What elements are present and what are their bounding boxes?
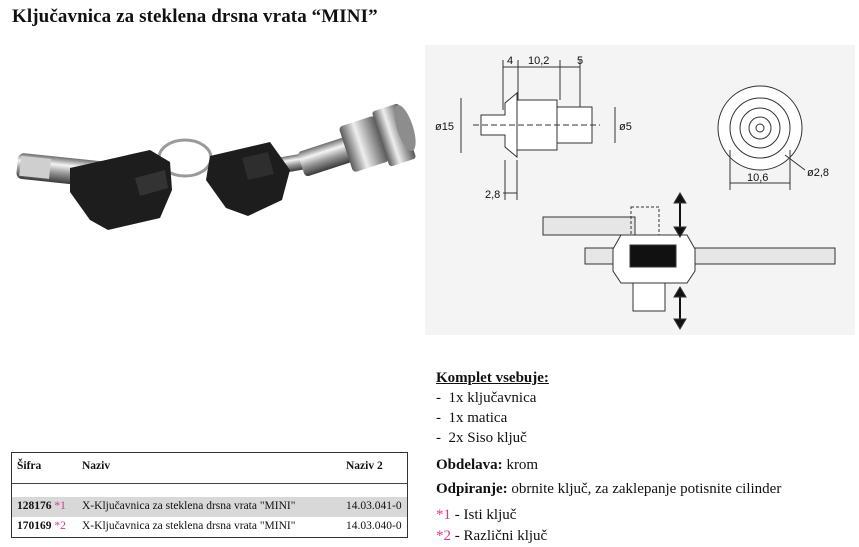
footnote-text: - Različni ključ bbox=[451, 528, 548, 544]
table-row bbox=[12, 497, 407, 517]
finish-value: krom bbox=[502, 457, 539, 473]
opening-label: Odpiranje: bbox=[436, 481, 508, 497]
lock-cylinder bbox=[297, 103, 420, 177]
list-item: - 2x Siso ključ bbox=[436, 428, 856, 448]
finish-row bbox=[436, 455, 856, 475]
list-item: - 1x ključavnica bbox=[436, 388, 856, 408]
dim-d15: ø15 bbox=[435, 121, 454, 133]
product-code: 170169 bbox=[17, 520, 52, 532]
footnote bbox=[436, 505, 856, 526]
dim-d2-8: ø2,8 bbox=[807, 167, 830, 179]
table-row bbox=[12, 517, 407, 537]
page-title: Ključavnica za steklena drsna vrata “MINI” bbox=[12, 6, 378, 27]
table-cell-name2: 14.03.040-0 bbox=[346, 520, 402, 532]
table-cell-code bbox=[17, 500, 66, 512]
product-table bbox=[11, 452, 408, 538]
dim-d5: ø5 bbox=[619, 121, 632, 133]
footnote bbox=[436, 526, 856, 547]
footnotes bbox=[436, 505, 856, 547]
kit-contents-list bbox=[436, 388, 856, 448]
finish-label: Obdelava: bbox=[436, 457, 503, 473]
dim-10-2: 10,2 bbox=[528, 55, 550, 67]
table-cell-name2: 14.03.041-0 bbox=[346, 500, 402, 512]
row-mark: *2 bbox=[54, 520, 66, 532]
opening-value: obrnite ključ, za zaklepanje potisnite cilinder bbox=[507, 481, 782, 497]
kit-contents-header: Komplet vsebuje: bbox=[436, 370, 549, 386]
dim-2-8: 2,8 bbox=[485, 189, 501, 201]
footnote-mark: *2 bbox=[436, 528, 451, 544]
table-cell-name: X-Ključavnica za steklena drsna vrata "MINI" bbox=[82, 500, 296, 512]
list-item: - 1x matica bbox=[436, 408, 856, 428]
column-header-name2: Naziv 2 bbox=[346, 460, 383, 472]
row-mark: *1 bbox=[54, 500, 66, 512]
table-cell-name: X-Ključavnica za steklena drsna vrata "MINI" bbox=[82, 520, 296, 532]
product-photo bbox=[0, 100, 420, 250]
table-header bbox=[12, 453, 407, 484]
footnote-text: - Isti ključ bbox=[451, 507, 517, 523]
table-cell-code bbox=[17, 520, 66, 532]
column-header-code: Šifra bbox=[17, 460, 42, 472]
kit-contents bbox=[436, 368, 856, 547]
product-code: 128176 bbox=[17, 500, 52, 512]
dim-4: 4 bbox=[507, 55, 514, 67]
column-header-name: Naziv bbox=[82, 460, 111, 472]
opening-row bbox=[436, 479, 856, 499]
footnote-mark: *1 bbox=[436, 507, 451, 523]
dim-10-6: 10,6 bbox=[747, 172, 769, 184]
technical-drawing bbox=[425, 45, 855, 335]
dim-5: 5 bbox=[577, 55, 584, 67]
